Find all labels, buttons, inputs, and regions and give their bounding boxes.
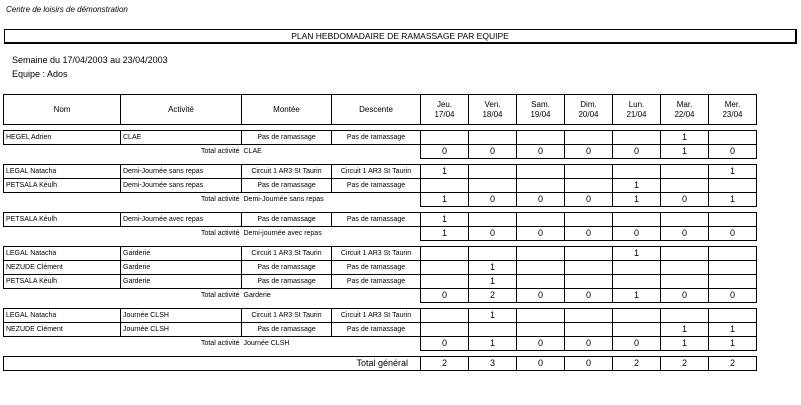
total-count: 0 xyxy=(565,145,613,159)
total-count: 1 xyxy=(421,193,469,207)
day-count xyxy=(565,309,613,323)
activity-name: Journée CLSH xyxy=(121,323,242,337)
activity-name: Demi-Journée sans repas xyxy=(121,179,242,193)
activity-total-row xyxy=(4,145,757,159)
total-count: 0 xyxy=(661,193,709,207)
day-count: 1 xyxy=(421,213,469,227)
total-count: 0 xyxy=(421,337,469,351)
activity-name: Garderie xyxy=(121,261,242,275)
day-count xyxy=(709,179,757,193)
total-count: 0 xyxy=(517,193,565,207)
total-count: 0 xyxy=(421,289,469,303)
total-activity-name: Journée CLSH xyxy=(243,340,290,348)
total-label: Total activité xyxy=(200,148,240,156)
grand-total-label: Total général xyxy=(4,357,421,371)
grand-total-count: 2 xyxy=(421,357,469,371)
total-activity-name: Demi-journée avec repas xyxy=(243,230,322,238)
day-count xyxy=(469,131,517,145)
total-count: 0 xyxy=(565,193,613,207)
header-day: Dim. 20/04 xyxy=(565,95,613,125)
table-row xyxy=(4,323,757,337)
day-count xyxy=(517,323,565,337)
total-count: 0 xyxy=(613,337,661,351)
table-row xyxy=(4,261,757,275)
day-count: 1 xyxy=(469,275,517,289)
day-count xyxy=(517,179,565,193)
day-count xyxy=(421,247,469,261)
day-count xyxy=(565,323,613,337)
total-label: Total activité xyxy=(200,230,240,238)
activity-name: Journée CLSH xyxy=(121,309,242,323)
total-count: 0 xyxy=(469,145,517,159)
child-name: NEZUDE Clément xyxy=(4,261,121,275)
table-row xyxy=(4,213,757,227)
day-count xyxy=(469,179,517,193)
activity-total-row xyxy=(4,193,757,207)
pickup-circuit: Circuit 1 AR3 St Taurin xyxy=(242,309,332,323)
day-count: 1 xyxy=(613,179,661,193)
day-count xyxy=(661,309,709,323)
table-row xyxy=(4,165,757,179)
total-count: 0 xyxy=(517,227,565,241)
activity-total-row xyxy=(4,337,757,351)
dropoff-circuit: Pas de ramassage xyxy=(332,275,421,289)
table-row xyxy=(4,247,757,261)
day-count xyxy=(613,213,661,227)
total-label: Total activité xyxy=(200,292,240,300)
total-activity-name: CLAE xyxy=(243,148,262,156)
dropoff-circuit: Circuit 1 AR3 St Taurin xyxy=(332,165,421,179)
total-count: 1 xyxy=(613,193,661,207)
day-count xyxy=(469,247,517,261)
day-count xyxy=(421,131,469,145)
dropoff-circuit: Circuit 1 AR3 St Taurin xyxy=(332,247,421,261)
pickup-circuit: Pas de ramassage xyxy=(242,213,332,227)
pickup-circuit: Pas de ramassage xyxy=(242,131,332,145)
week-range: Semaine du 17/04/2003 au 23/04/2003 xyxy=(12,55,168,65)
total-count: 1 xyxy=(661,145,709,159)
day-count xyxy=(469,323,517,337)
day-count xyxy=(469,213,517,227)
day-count: 1 xyxy=(709,323,757,337)
total-count: 0 xyxy=(709,227,757,241)
activity-total-row xyxy=(4,227,757,241)
pickup-circuit: Pas de ramassage xyxy=(242,323,332,337)
total-count: 0 xyxy=(565,289,613,303)
pickup-circuit: Circuit 1 AR3 St Taurin xyxy=(242,165,332,179)
day-count xyxy=(613,131,661,145)
day-count xyxy=(517,261,565,275)
day-count: 1 xyxy=(661,323,709,337)
total-count: 0 xyxy=(517,337,565,351)
table-row xyxy=(4,309,757,323)
total-count: 0 xyxy=(661,227,709,241)
header-day: Mer. 23/04 xyxy=(709,95,757,125)
day-count xyxy=(661,213,709,227)
table-row xyxy=(4,131,757,145)
total-count: 1 xyxy=(709,193,757,207)
dropoff-circuit: Circuit 1 AR3 St Taurin xyxy=(332,309,421,323)
day-count xyxy=(709,309,757,323)
grand-total-count: 0 xyxy=(517,357,565,371)
pickup-circuit: Pas de ramassage xyxy=(242,261,332,275)
day-count xyxy=(709,275,757,289)
day-count xyxy=(613,261,661,275)
day-count xyxy=(565,247,613,261)
day-count: 1 xyxy=(469,261,517,275)
child-name: HEGEL Adrien xyxy=(4,131,121,145)
day-count xyxy=(565,165,613,179)
total-count: 0 xyxy=(421,145,469,159)
child-name: PETSALA Kéulh xyxy=(4,179,121,193)
day-count xyxy=(517,275,565,289)
total-count: 0 xyxy=(661,289,709,303)
schedule-table xyxy=(3,94,757,371)
day-count xyxy=(517,131,565,145)
day-count xyxy=(421,323,469,337)
total-count: 0 xyxy=(613,145,661,159)
header-activity: Activité xyxy=(121,95,242,125)
total-count: 1 xyxy=(469,337,517,351)
day-count xyxy=(421,309,469,323)
day-count xyxy=(661,165,709,179)
grand-total-count: 2 xyxy=(661,357,709,371)
team-label: Equipe : Ados xyxy=(12,69,68,79)
grand-total-count: 3 xyxy=(469,357,517,371)
total-count: 0 xyxy=(517,289,565,303)
dropoff-circuit: Pas de ramassage xyxy=(332,323,421,337)
day-count xyxy=(565,275,613,289)
day-count xyxy=(517,247,565,261)
day-count xyxy=(613,323,661,337)
day-count xyxy=(661,261,709,275)
day-count xyxy=(613,275,661,289)
day-count xyxy=(613,165,661,179)
table-row xyxy=(4,179,757,193)
day-count xyxy=(661,179,709,193)
header-day: Sam. 19/04 xyxy=(517,95,565,125)
total-count: 0 xyxy=(469,227,517,241)
pickup-circuit: Pas de ramassage xyxy=(242,179,332,193)
header-day: Ven. 18/04 xyxy=(469,95,517,125)
activity-name: Garderie xyxy=(121,275,242,289)
pickup-circuit: Pas de ramassage xyxy=(242,275,332,289)
total-count: 0 xyxy=(613,227,661,241)
child-name: LEGAL Natacha xyxy=(4,165,121,179)
dropoff-circuit: Pas de ramassage xyxy=(332,213,421,227)
day-count xyxy=(421,179,469,193)
pickup-circuit: Circuit 1 AR3 St Taurin xyxy=(242,247,332,261)
total-count: 1 xyxy=(661,337,709,351)
grand-total-count: 2 xyxy=(709,357,757,371)
total-label: Total activité xyxy=(200,340,240,348)
total-count: 0 xyxy=(565,227,613,241)
total-count: 0 xyxy=(709,289,757,303)
day-count xyxy=(709,213,757,227)
day-count xyxy=(469,165,517,179)
child-name: PETSALA Kéulh xyxy=(4,213,121,227)
day-count xyxy=(565,179,613,193)
total-count: 1 xyxy=(421,227,469,241)
day-count xyxy=(517,165,565,179)
total-label: Total activité xyxy=(200,196,240,204)
total-count: 2 xyxy=(469,289,517,303)
day-count xyxy=(613,309,661,323)
grand-total-count: 2 xyxy=(613,357,661,371)
day-count xyxy=(565,131,613,145)
activity-name: Demi-Journée avec repas xyxy=(121,213,242,227)
total-activity-name: Garderie xyxy=(243,292,271,300)
child-name: PETSALA Kéulh xyxy=(4,275,121,289)
day-count: 1 xyxy=(421,165,469,179)
day-count: 1 xyxy=(661,131,709,145)
total-count: 0 xyxy=(565,337,613,351)
grand-total-row xyxy=(4,357,757,371)
activity-name: Demi-Journée sans repas xyxy=(121,165,242,179)
day-count xyxy=(565,213,613,227)
dropoff-circuit: Pas de ramassage xyxy=(332,179,421,193)
header-name: Nom xyxy=(4,95,121,125)
day-count xyxy=(709,131,757,145)
day-count xyxy=(661,275,709,289)
child-name: LEGAL Natacha xyxy=(4,247,121,261)
day-count xyxy=(709,261,757,275)
header-pickup: Montée xyxy=(242,95,332,125)
day-count xyxy=(517,309,565,323)
header-day: Mar. 22/04 xyxy=(661,95,709,125)
day-count: 1 xyxy=(709,165,757,179)
total-count: 1 xyxy=(709,337,757,351)
header-day: Jeu. 17/04 xyxy=(421,95,469,125)
total-count: 0 xyxy=(517,145,565,159)
dropoff-circuit: Pas de ramassage xyxy=(332,131,421,145)
table-row xyxy=(4,275,757,289)
dropoff-circuit: Pas de ramassage xyxy=(332,261,421,275)
day-count xyxy=(661,247,709,261)
total-count: 1 xyxy=(613,289,661,303)
report-title: PLAN HEBDOMADAIRE DE RAMASSAGE PAR EQUIPE xyxy=(4,29,797,44)
day-count xyxy=(421,261,469,275)
day-count: 1 xyxy=(613,247,661,261)
day-count xyxy=(517,213,565,227)
grand-total-count: 0 xyxy=(565,357,613,371)
activity-total-row xyxy=(4,289,757,303)
activity-name: CLAE xyxy=(121,131,242,145)
day-count xyxy=(421,275,469,289)
day-count xyxy=(565,261,613,275)
day-count xyxy=(709,247,757,261)
header-dropoff: Descente xyxy=(332,95,421,125)
header-day: Lun. 21/04 xyxy=(613,95,661,125)
total-activity-name: Demi-Journée sans repas xyxy=(243,196,324,204)
header-row xyxy=(4,95,757,125)
organization-name: Centre de loisirs de démonstration xyxy=(6,5,128,14)
child-name: LEGAL Natacha xyxy=(4,309,121,323)
total-count: 0 xyxy=(469,193,517,207)
child-name: NEZUDE Clément xyxy=(4,323,121,337)
activity-name: Garderie xyxy=(121,247,242,261)
total-count: 0 xyxy=(709,145,757,159)
day-count: 1 xyxy=(469,309,517,323)
